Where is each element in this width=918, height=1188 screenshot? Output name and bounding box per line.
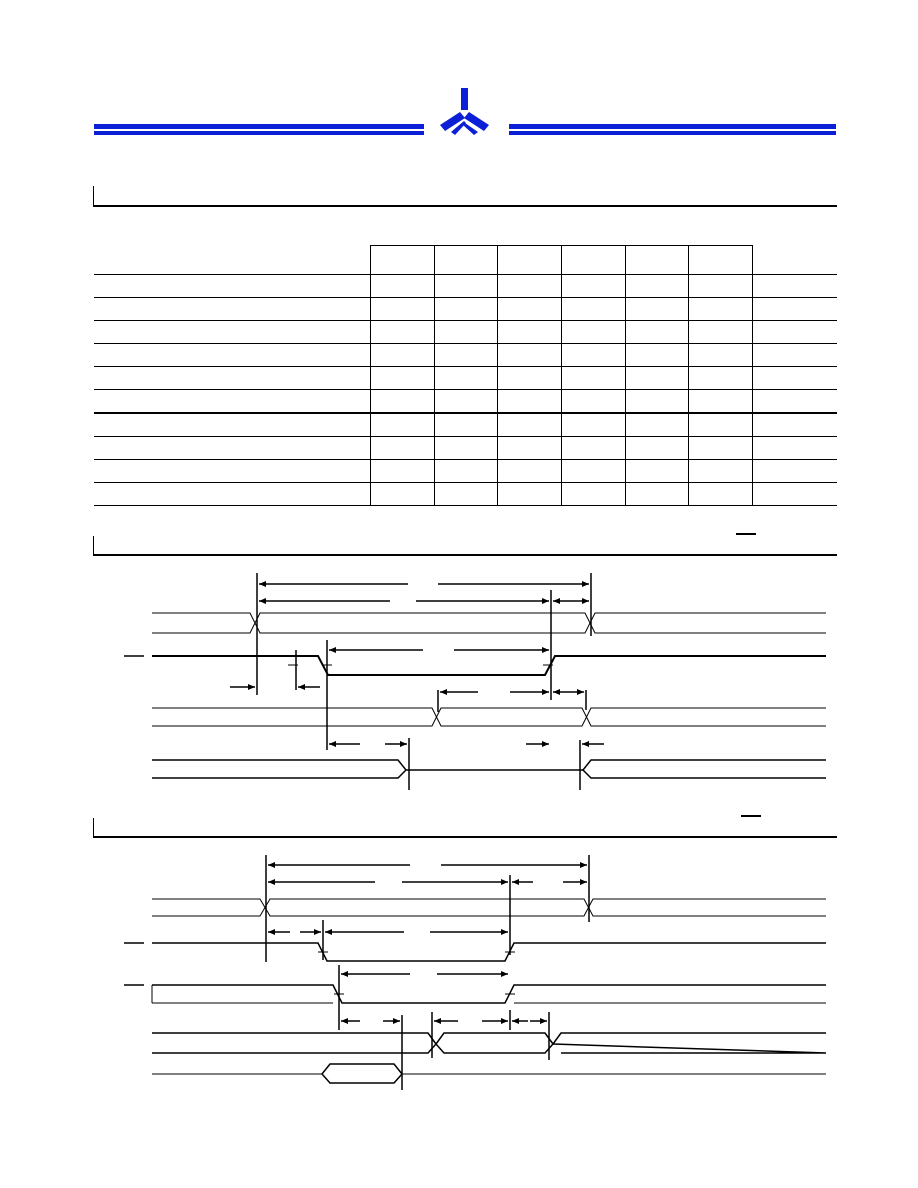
overbar-mark xyxy=(741,815,761,817)
table-row xyxy=(94,460,837,483)
table-row xyxy=(94,483,837,506)
section-timing-diagram-2 xyxy=(93,818,837,838)
table-header-row xyxy=(94,246,837,275)
table-row xyxy=(94,413,837,437)
table-row xyxy=(94,275,837,298)
timing-diagram-1 xyxy=(0,560,918,800)
table-row xyxy=(94,321,837,344)
table-row xyxy=(94,390,837,414)
overbar-mark xyxy=(736,533,756,535)
table-row xyxy=(94,367,837,390)
timing-diagram-2 xyxy=(0,850,918,1090)
section-timing-diagram-1 xyxy=(93,536,837,556)
table-row xyxy=(94,344,837,367)
table-row xyxy=(94,437,837,460)
header-rule-right xyxy=(509,124,836,135)
table-row xyxy=(94,298,837,321)
header-rule-left xyxy=(94,124,424,135)
section-ac-parameters xyxy=(93,186,837,207)
tri-blade-logo-icon xyxy=(438,88,492,138)
ac-parameters-table xyxy=(94,245,837,506)
